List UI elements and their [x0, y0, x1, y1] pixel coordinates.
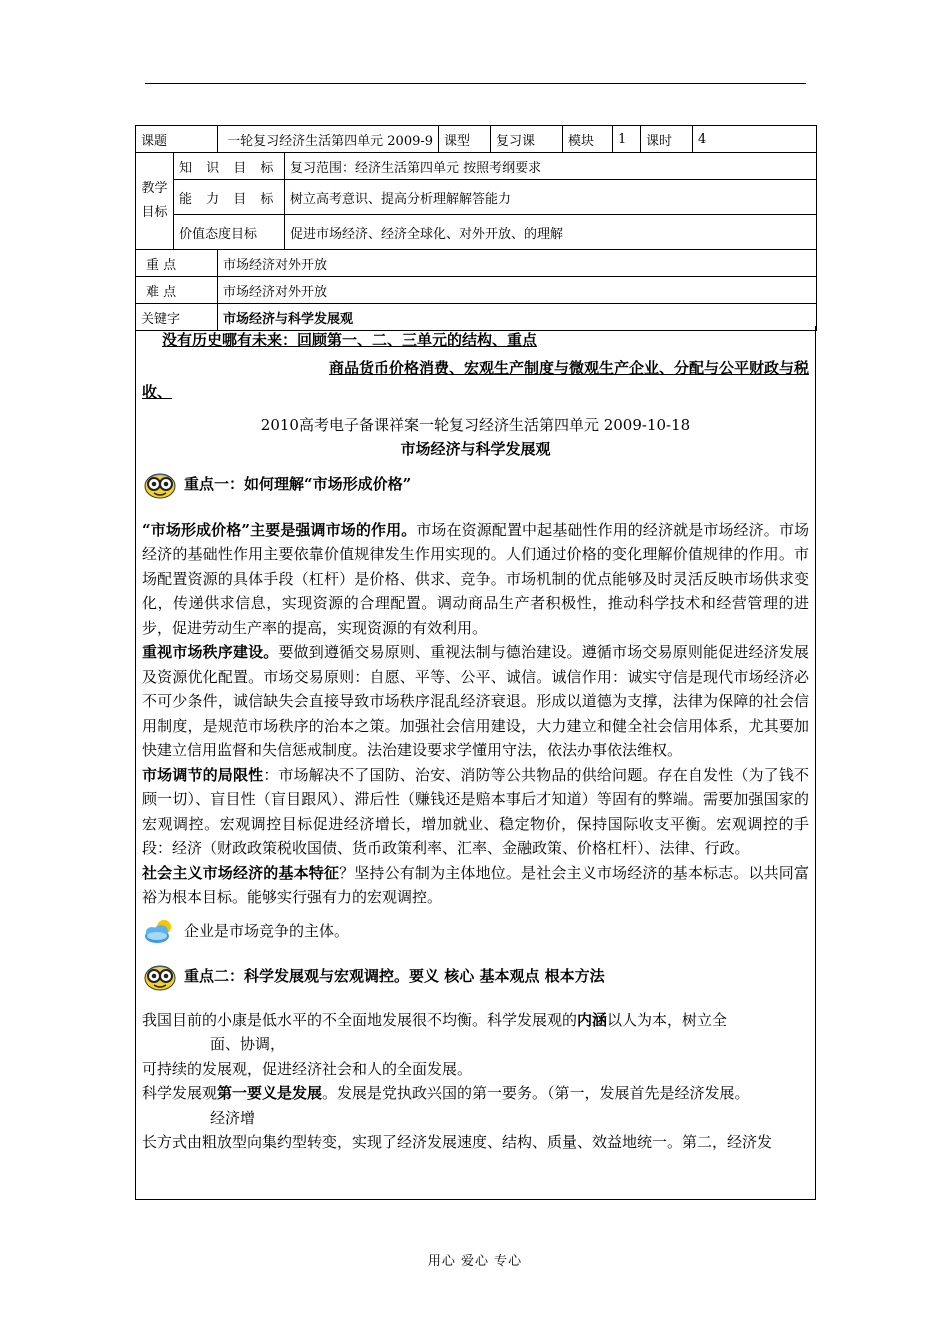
paragraph-market-limits: 市场调节的局限性：市场解决不了国防、治安、消防等公共物品的供给问题。存在自发性（为了钱不顾一切）、盲目性（盲目跟风）、滞后性（赚钱还是赔本事后才知道）等固有的弊端。需要加强国家的宏观调控。宏观调控目标促进经济增长，增加就业、稳定物价，保持国际收支平衡。宏观调控的手段：经济（财政政策税收国债、货币政策利率、汇率、金融政策、价格杠杆）、法律、行政。 — [142, 765, 809, 857]
section1-heading-row — [142, 462, 809, 506]
goal-label: 能 力 目 标 — [174, 180, 285, 215]
goal-row-knowledge — [136, 153, 817, 180]
intro-line-2: 商品货币价格消费、宏观生产制度与微观生产企业、分配与公平财政与税 — [328, 358, 809, 377]
course-row — [136, 126, 817, 153]
key-point-label: 重 点 — [136, 250, 218, 277]
lesson-content — [135, 326, 816, 1200]
goal-row-ability — [136, 180, 817, 215]
paragraph-sustainable: 可持续的发展观，促进经济社会和人的全面发展。 — [142, 1059, 473, 1078]
doc-header: 2010高考电子备课祥案一轮复习经济生活第四单元 2009-10-18 — [260, 415, 691, 434]
note-text: 企业是市场竞争的主体。 — [184, 922, 350, 941]
key-point-value: 市场经济对外开放 — [218, 250, 817, 277]
paragraph-market-order: 重视市场秩序建设。要做到遵循交易原则、重视法制与德治建设。遵循市场交易原则能促进经济发展及资源优化配置。市场交易原则：自愿、平等、公平、诚信。诚信作用：诚实守信是现代市场经济必不可少条件，诚信缺失会直接导致市场秩序混乱经济衰退。形成以道德为支撑，法律为保障的社会信用制度，是规范市场秩序的治本之策。加强社会信用建设，大力建立和健全社会信用体系，尤其要加快建立信用监督和失信惩戒制度。法治建设要求学懂用守法，依法办事依法维权。 — [142, 643, 809, 759]
cloud-sun-icon — [142, 916, 178, 948]
keyword-label: 关键字 — [136, 304, 218, 331]
goal-value: 树立高考意识、提高分析理解解答能力 — [285, 180, 817, 215]
goggle-face-icon — [142, 468, 178, 500]
goal-value: 复习范围：经济生活第四单元 按照考纲要求 — [285, 153, 817, 180]
course-value: 一轮复习经济生活第四单元 2009-9 — [218, 126, 439, 153]
paragraph-connotation-cont: 面、协调， — [210, 1035, 286, 1053]
header-rule — [145, 83, 806, 84]
goals-label: 教学目标 — [136, 153, 174, 250]
section1-heading: 重点一：如何理解“市场形成价格” — [184, 475, 412, 493]
doc-title: 市场经济与科学发展观 — [400, 440, 551, 458]
keyword-value: 市场经济与科学发展观 — [218, 304, 817, 331]
difficulty-value: 市场经济对外开放 — [218, 277, 817, 304]
paragraph-connotation: 我国目前的小康是低水平的不全面地发展很不均衡。科学发展观的内涵以人为本，树立全 — [142, 1010, 728, 1029]
paragraph-growth-mode: 长方式由粗放型向集约型转变，实现了经济发展速度、结构、质量、效益地统一。第二，经济发 — [142, 1133, 773, 1151]
goal-row-value — [136, 215, 817, 250]
paragraph-socialist-features: 社会主义市场经济的基本特征？坚持公有制为主体地位。是社会主义市场经济的基本标志。以共同富裕为根本目标。能够实行强有力的宏观调控。 — [142, 863, 809, 906]
goal-label: 价值态度目标 — [174, 215, 285, 250]
key-point-row — [136, 250, 817, 277]
intro-line-1: 没有历史哪有未来：回顾第一、二、三单元的结构、重点 — [162, 331, 538, 349]
difficulty-row — [136, 277, 817, 304]
course-label: 课题 — [136, 126, 218, 153]
type-value: 复习课 — [491, 126, 563, 153]
paragraph-market-price: “市场形成价格”主要是强调市场的作用。市场在资源配置中起基础性作用的经济就是市场经济。市场经济的基础性作用主要依靠价值规律发生作用实现的。人们通过价格的变化理解价值规律的作用。市场配置资源的具体手段（杠杆）是价格、供求、竞争。市场机制的优点能够及时灵活反映市场供求变化，传递供求信息，实现资源的合理配置。调动商品生产者积极性，推动科学技术和经营管理的进步，促进劳动生产率的提高，实现资源的有效利用。 — [142, 520, 809, 637]
hours-value: 4 — [693, 126, 817, 153]
goal-label: 知 识 目 标 — [174, 153, 285, 180]
lesson-info-table — [135, 125, 817, 331]
hours-label: 课时 — [641, 126, 693, 153]
module-value: 1 — [613, 126, 641, 153]
page-footer: 用心 爱心 专心 — [427, 1254, 523, 1269]
module-label: 模块 — [563, 126, 613, 153]
section2-heading-row — [142, 954, 809, 998]
note-row — [142, 910, 809, 954]
difficulty-label: 难 点 — [136, 277, 218, 304]
goggle-face-icon — [142, 960, 178, 992]
paragraph-first-meaning-cont: 经济增 — [210, 1108, 256, 1127]
goal-value: 促进市场经济、经济全球化、对外开放、的理解 — [285, 215, 817, 250]
intro-line-3: 收、 — [142, 383, 173, 401]
type-label: 课型 — [439, 126, 491, 153]
paragraph-first-meaning: 科学发展观第一要义是发展。发展是党执政兴国的第一要务。（第一，发展首先是经济发展。 — [142, 1084, 750, 1102]
section2-heading: 重点二：科学发展观与宏观调控。要义 核心 基本观点 根本方法 — [184, 967, 605, 985]
